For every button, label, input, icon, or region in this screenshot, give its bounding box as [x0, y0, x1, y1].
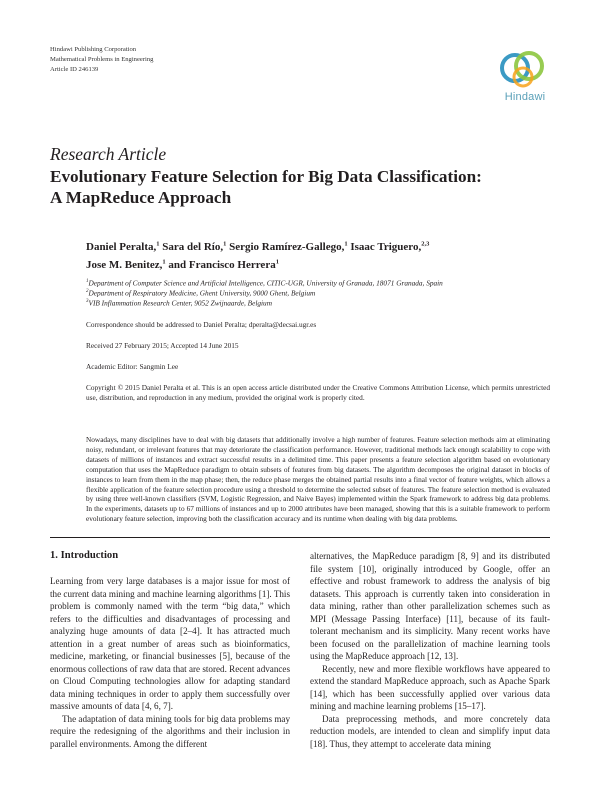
- author: Daniel Peralta,$^1$: [86, 240, 160, 253]
- affiliation: $^2$Department of Respiratory Medicine, Ghent University, 9000 Ghent, Belgium: [86, 288, 316, 298]
- paragraph: alternatives, the MapReduce paradigm [8, 9] and its distributed file system [10], originally introduced by Google, offer an effective and robust framework to address the analysis of big datasets. This approach is currently taken into consideration in data mining, rather than other parallelization schemes such as MPI (Message Passing Interface) [11], because of its fault-tolerant mechanism and its simplicity. Many recent works have been focused on the parallelization of machine learning tools using the MapReduce approach [12, 13].: [310, 551, 550, 661]
- author: Sergio Ramírez-Gallego,$^1$: [229, 240, 348, 253]
- paragraph: Data preprocessing methods, and more concretely data reduction models, are intended to clean and simplify input data [18]. Thus, they attempt to accelerate data mining: [310, 713, 550, 749]
- paragraph: The adaptation of data mining tools for big data problems may require the redesigning of the algorithms and their inclusion in parallel environments. Among the different: [50, 713, 290, 749]
- affiliation: $^1$Department of Computer Science and Artificial Intelligence, CITIC-UGR, University of Granada, 18071 Granada, Spain: [86, 278, 443, 288]
- received-accepted-dates: Received 27 February 2015; Accepted 14 June 2015: [86, 341, 239, 350]
- article-id: Article ID 246139: [50, 66, 99, 73]
- author-list: [86, 236, 550, 273]
- left-column: [50, 575, 290, 750]
- author: Isaac Triguero,$^{2,3}$: [350, 240, 430, 253]
- right-column: [310, 550, 550, 750]
- abstract: Nowadays, many disciplines have to deal with big datasets that additionally involve a high number of features. Feature selection methods aim at eliminating noisy, redundant, or irrelevant features that may deteriorate the classification performance. However, traditional methods lack enough scalability to cope with datasets of millions of instances and extract successful results in a delimited time. This paper presents a feature selection algorithm based on evolutionary computation that uses the MapReduce paradigm to obtain subsets of features from big datasets. The algorithm decomposes the original dataset in blocks of instances to learn from them in the map phase; then, the reduce phase merges the obtained partial results into a final vector of feature weights, which allows a flexible application of the feature selection procedure using a threshold to determine the selected subset of features. The feature selection method is evaluated by using three well-known classifiers (SVM, Logistic Regression, and Naive Bayes) implemented within the Spark framework to address big data problems. In the experiments, datasets up to 67 millions of instances and up to 2000 attributes have been managed, showing that this is a suitable framework to perform evolutionary feature selection, improving both the classification accuracy and its runtime when dealing with big data problems.: [86, 435, 550, 524]
- paper-title: [50, 166, 550, 208]
- title-line-2: A MapReduce Approach: [50, 188, 232, 207]
- copyright-notice: Copyright © 2015 Daniel Peralta et al. This is an open access article distributed under the Creative Commons Attribution License, which permits unrestricted use, distribution, and reproduction in any medium, provided the original work is properly cited.: [86, 383, 550, 402]
- author: and Francisco Herrera$^1$: [168, 258, 279, 272]
- paragraph: Recently, new and more flexible workflows have appeared to extend the standard MapReduce approach, such as Apache Spark [14], which has been successfully applied over various data mining and machine learning problems [15–17].: [310, 663, 550, 711]
- title-line-1: Evolutionary Feature Selection for Big Data Classification:: [50, 167, 482, 186]
- section-divider: [50, 537, 550, 538]
- academic-editor: Academic Editor: Sangmin Lee: [86, 362, 179, 371]
- publisher-name: Hindawi Publishing Corporation: [50, 46, 137, 53]
- correspondence: Correspondence should be addressed to Daniel Peralta; dperalta@decsai.ugr.es: [86, 320, 317, 329]
- section-heading-introduction: 1. Introduction: [50, 550, 119, 561]
- article-type: Research Article: [50, 144, 167, 164]
- author: Sara del Río,$^1$: [162, 240, 227, 253]
- paragraph: Learning from very large databases is a major issue for most of the current data mining and machine learning algorithms [1]. This problem is commonly named with the term “big data,” which refers to the difficulties and disadvantages of processing and analyzing huge amounts of data [2–4]. It has attracted much attention in a great number of areas such as bioinformatics, medicine, marketing, or financial businesses [5], because of the enormous collections of raw data that are stored. Recent advances on Cloud Computing technologies allow for adapting standard data mining techniques in order to apply them successfully over massive amounts of data [4, 6, 7].: [50, 576, 290, 711]
- journal-name: Mathematical Problems in Engineering: [50, 56, 154, 63]
- affiliation: $^3$VIB Inflammation Research Center, 9052 Zwijnaarde, Belgium: [86, 298, 272, 308]
- logo-wordmark: Hindawi: [504, 91, 546, 103]
- author: Jose M. Benitez,$^1$: [86, 258, 166, 272]
